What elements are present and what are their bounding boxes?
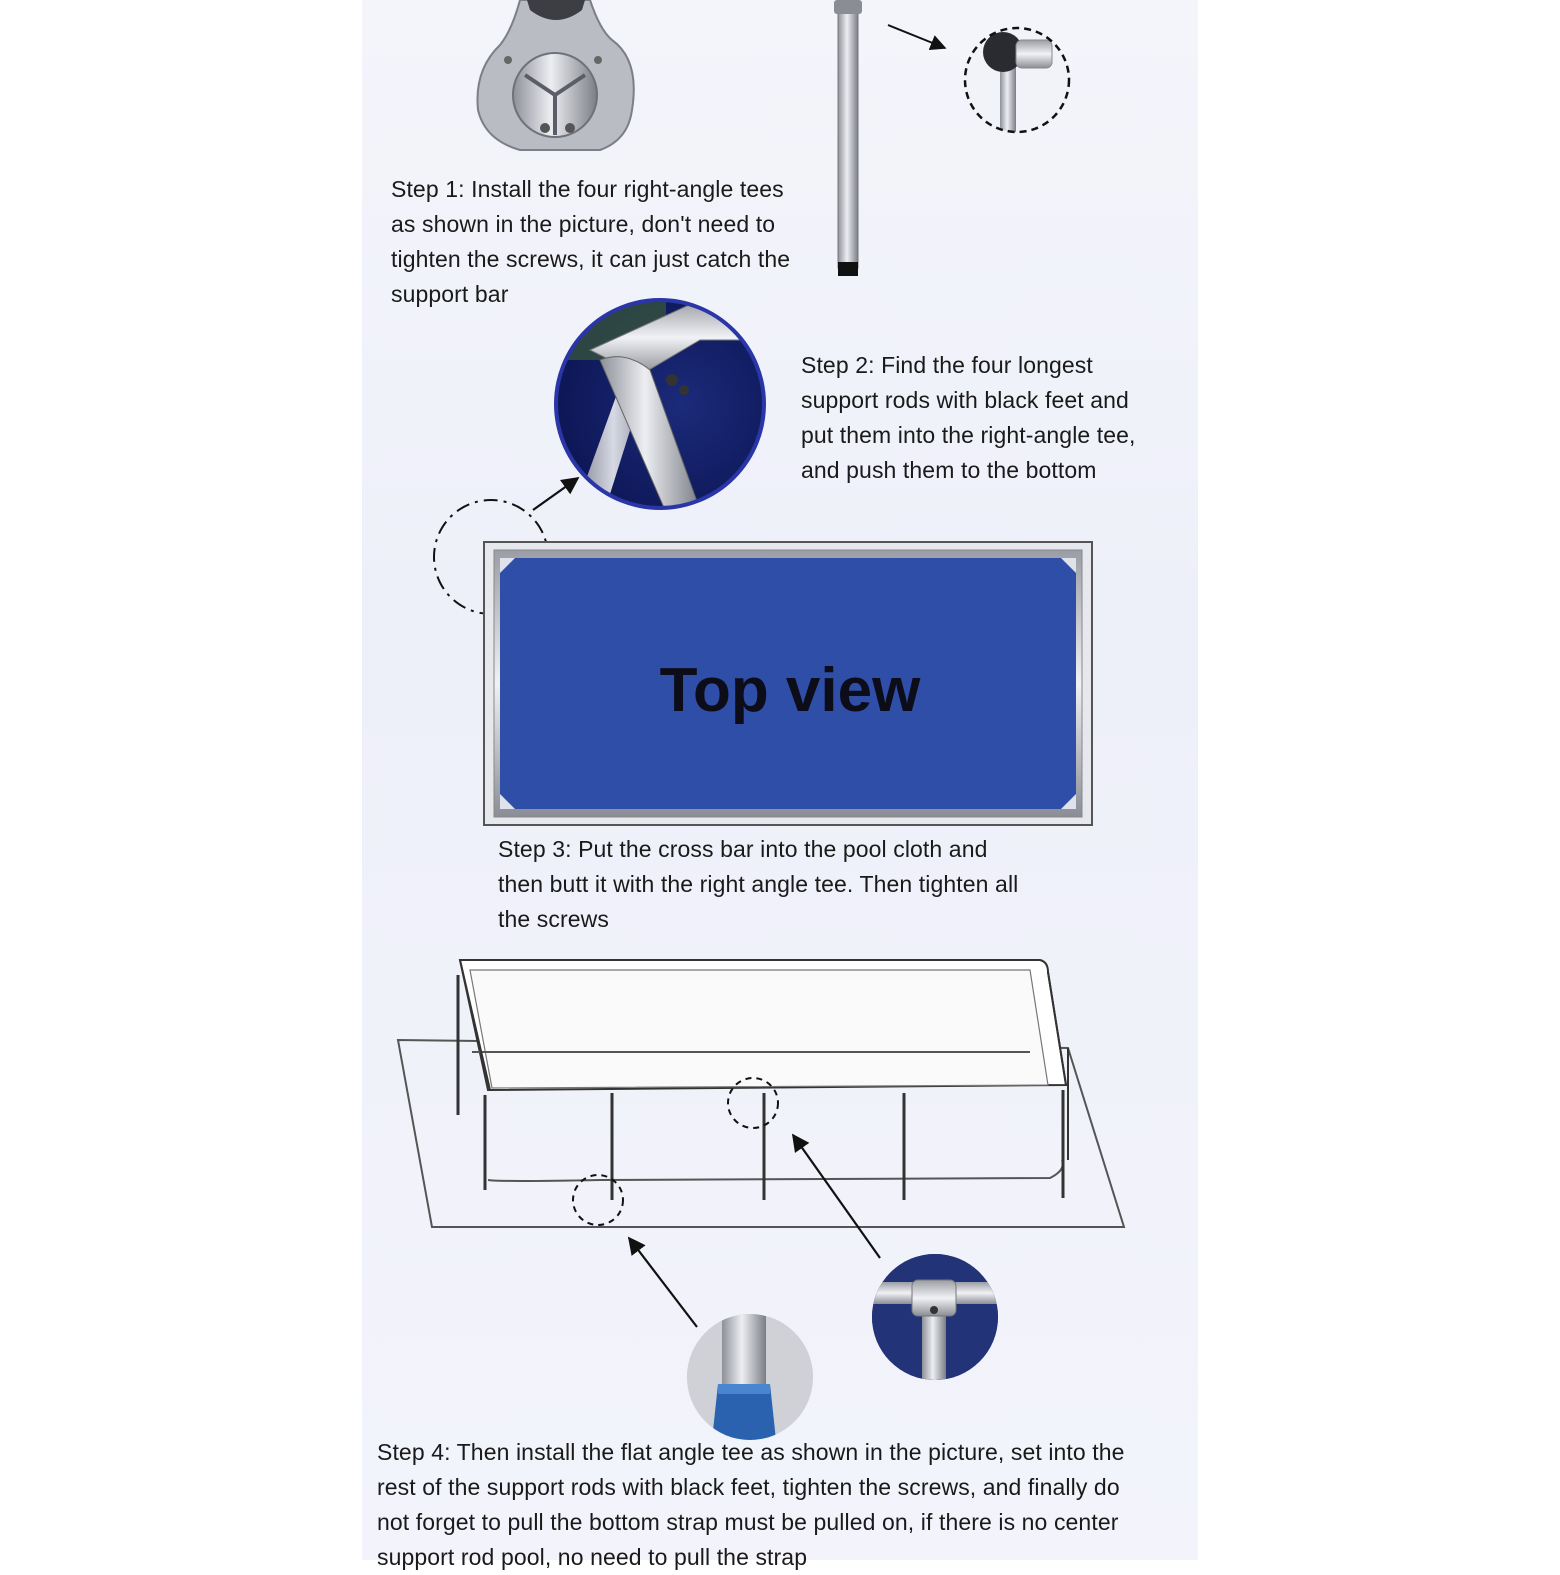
step-1-text: Step 1: Install the four right-angle tees as shown in the picture, don't need to tighten the screws, it can just catch the support bar [391, 176, 791, 307]
rod-foot-photo [687, 1314, 813, 1440]
step-4-text: Step 4: Then install the flat angle tee as shown in the picture, set into the rest of the support rods with black feet, tighten the screws, and finally do not forget to pull the bottom strap must be pulled on, if there is no center support rod pool, no need to pull the strap [377, 1439, 1125, 1570]
foot-highlight-circle [573, 1175, 623, 1225]
four-way-connector-photo [477, 0, 633, 150]
corner-tee-photo [556, 300, 770, 510]
arrow-to-detail [888, 25, 945, 48]
rod-top-detail [965, 28, 1069, 140]
top-view-label: Top view [659, 656, 921, 725]
support-rod [834, 0, 862, 276]
arrow-to-flat-tee [793, 1135, 880, 1258]
step-2-text: Step 2: Find the four longest support rods with black feet and put them into the right-angle tee, and push them to the bottom [801, 352, 1136, 483]
pool-frame-drawing [398, 960, 1124, 1227]
flat-tee-photo [872, 1254, 998, 1382]
step-3-text: Step 3: Put the cross bar into the pool cloth and then butt it with the right angle tee. Then tighten all the screws [498, 836, 1019, 932]
arrow-to-corner [533, 478, 578, 510]
arrow-to-foot [629, 1238, 697, 1327]
